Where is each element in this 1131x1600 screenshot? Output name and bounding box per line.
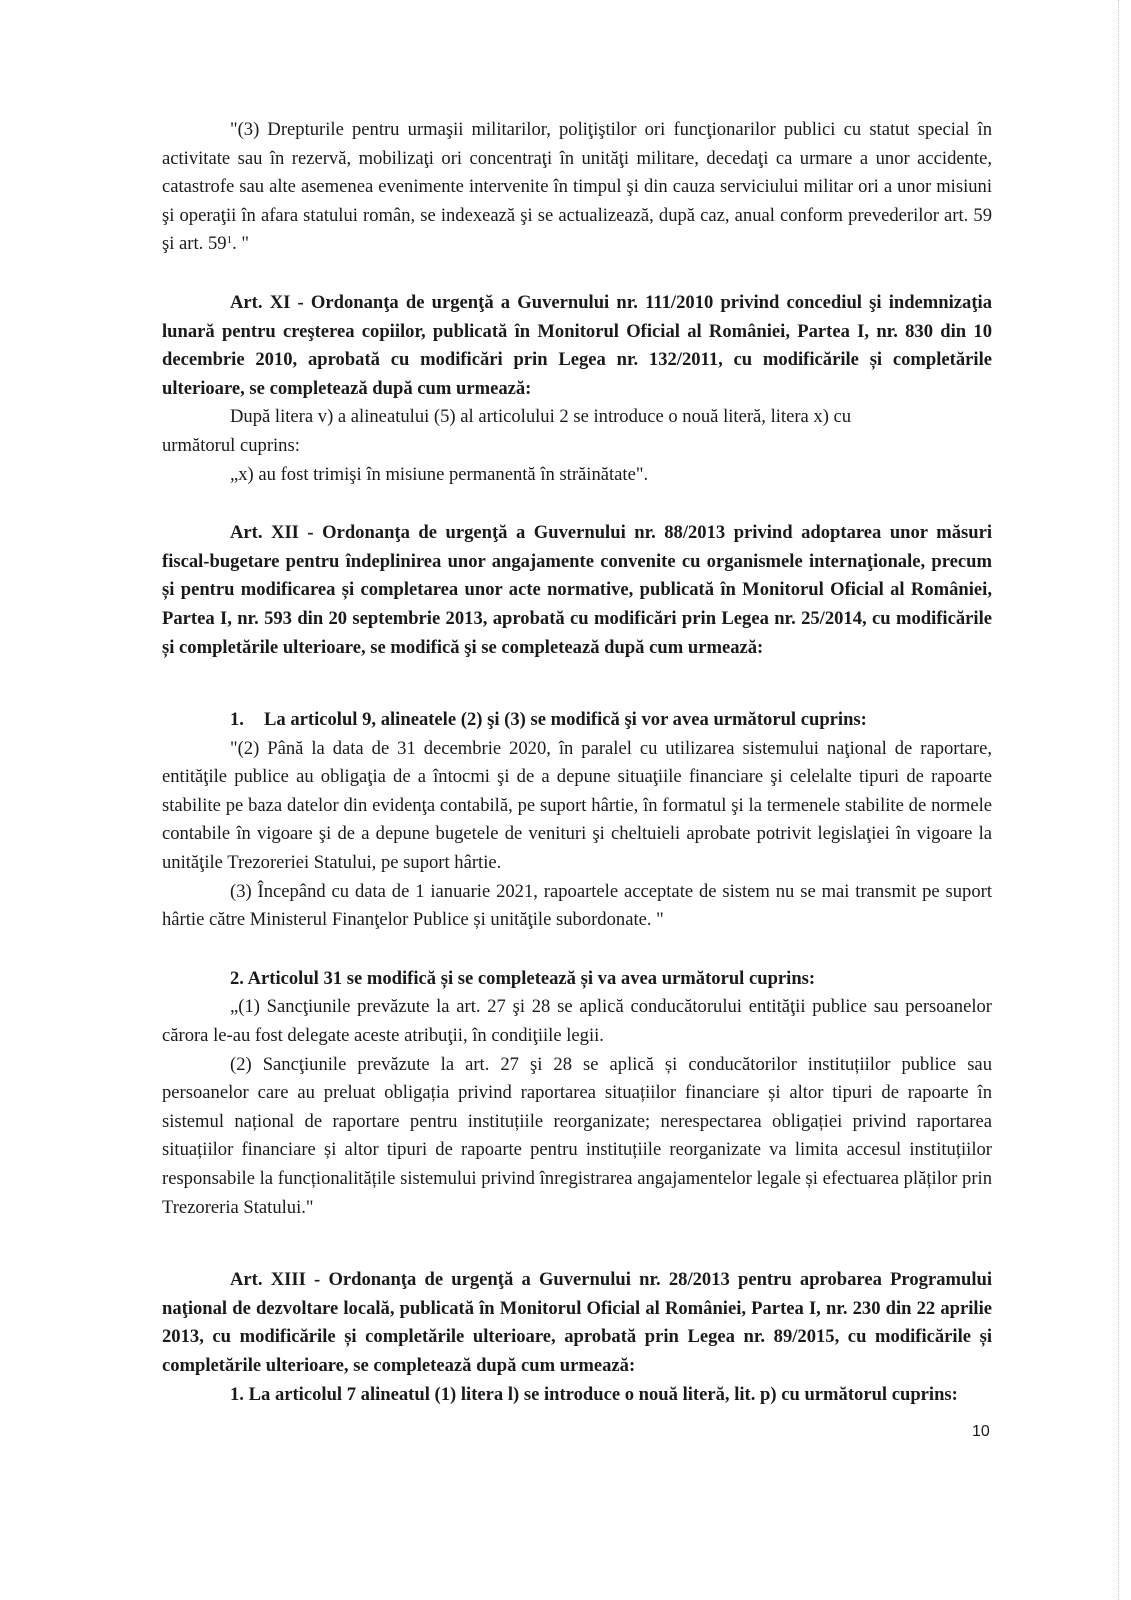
article-xii-point-1-para-2: "(2) Până la data de 31 decembrie 2020, în paralel cu utilizarea sistemului naţional de raportare, entităţile publice au obligaţia de a întocmi şi de a depune situaţiile financiare şi celelalte tipuri de rapoarte stabilite pe baza datelor din evidenţa contabilă, pe suport hârtie, în formatul şi la termenele stabilite de normele contabile în vigoare şi de a depune bugetele de venituri şi cheltuieli aprobate potrivit legislaţiei în vigoare la unităţile Trezoreriei Statului, pe suport hârtie. [162, 737, 992, 874]
article-xiii-heading: Art. XIII - Ordonanţa de urgenţă a Guvernului nr. 28/2013 pentru aprobarea Programului naţional de dezvoltare locală, publicată în Monitorul Oficial al României, Partea I, nr. 230 din 22 aprilie 2013, cu modificările și completările ulterioare, aprobată prin Legea nr. 89/2015, cu modificările și completările ulterioare, se completează după cum urmează: [162, 1269, 992, 1376]
article-xi-quote: „x) au fost trimişi în misiune permanentă în străinătate". [230, 463, 649, 485]
article-xiii-point-1: 1. La articolul 7 alineatul (1) litera l) se introduce o nouă literă, lit. p) cu următorul cuprins: [230, 1383, 958, 1405]
document-page [162, 116, 992, 1409]
article-xi-heading: Art. XI - Ordonanţa de urgenţă a Guvernului nr. 111/2010 privind concediul şi indemnizaţia lunară pentru creşterea copiilor, publicată în Monitorul Oficial al României, Partea I, nr. 830 din 10 decembrie 2010, aprobată cu modificări prin Legea nr. 132/2011, cu modificările și completările ulterioare, se completează după cum urmează: [162, 291, 992, 399]
paragraph-rights-descendants: "(3) Drepturile pentru urmaşii militarilor, poliţiştilor ori funcţionarilor publici cu statut special în activitate sau în rezervă, mobilizaţi ori concentraţi în unităţi militare, decedaţi ca urmare a unor accidente, catastrofe sau alte asemenea evenimente intervenite în timpul şi din cauza serviciului militar ori a unor misiuni şi operaţii în afara statului român, se indexează şi se actualizează, după caz, anual conform prevederilor art. 59 şi art. $59^1$. " [162, 119, 992, 255]
article-xii-point-2-para-1: „(1) Sancţiunile prevăzute la art. 27 şi 28 se aplică conducătorului entităţii publice sau persoanelor cărora le-au fost delegate aceste atribuţii, în condiţiile legii. [162, 996, 992, 1047]
page-number: 10 [972, 1423, 990, 1440]
page-edge-line [1118, 0, 1120, 1600]
article-xi-intro: După litera v) a alineatului (5) al articolului 2 se introduce o nouă literă, litera x) cu [230, 406, 852, 428]
article-xii-heading: Art. XII - Ordonanţa de urgenţă a Guvernului nr. 88/2013 privind adoptarea unor măsuri fiscal-bugetare pentru îndeplinirea unor angajamente convenite cu organismele internaţionale, precum și pentru modificarea și completarea unor acte normative, publicată în Monitorul Oficial al României, Partea I, nr. 593 din 20 septembrie 2013, aprobată cu modificări prin Legea nr. 25/2014, cu modificările și completările ulterioare, se modifică şi se completează după cum urmează: [162, 522, 992, 658]
superscript: 1 [226, 234, 233, 247]
point-number: 1. [230, 709, 244, 731]
article-xii-point-2-title: 2. Articolul 31 se modifică și se completează și va avea următorul cuprins: [230, 967, 816, 989]
article-xii-point-1-title: 1. La articolul 9, alineatele (2) şi (3) se modifică şi vor avea următorul cuprins: [162, 706, 992, 735]
article-xii-point-2-para-2: (2) Sancţiunile prevăzute la art. 27 şi 28 se aplică și conducătorilor instituțiilor publice sau persoanelor care au preluat obligația privind raportarea situațiilor financiare și altor tipuri de rapoarte în sistemul național de raportare pentru instituțiile reorganizate; nerespectarea obligației privind raportarea situațiilor financiare și altor tipuri de rapoarte pentru instituțiile reorganizate va limita accesul instituțiilor responsabile la funcționalitățile sistemului privind înregistrarea angajamentelor legale și efectuarea plăților prin Trezoreria Statului." [162, 1053, 992, 1218]
article-xii-point-1-para-3: (3) Începând cu data de 1 ianuarie 2021, rapoartele acceptate de sistem nu se mai transmit pe suport hârtie către Ministerul Finanţelor Publice și unităţile subordonate. " [162, 880, 992, 931]
article-xi-intro-continued: următorul cuprins: [162, 434, 300, 456]
